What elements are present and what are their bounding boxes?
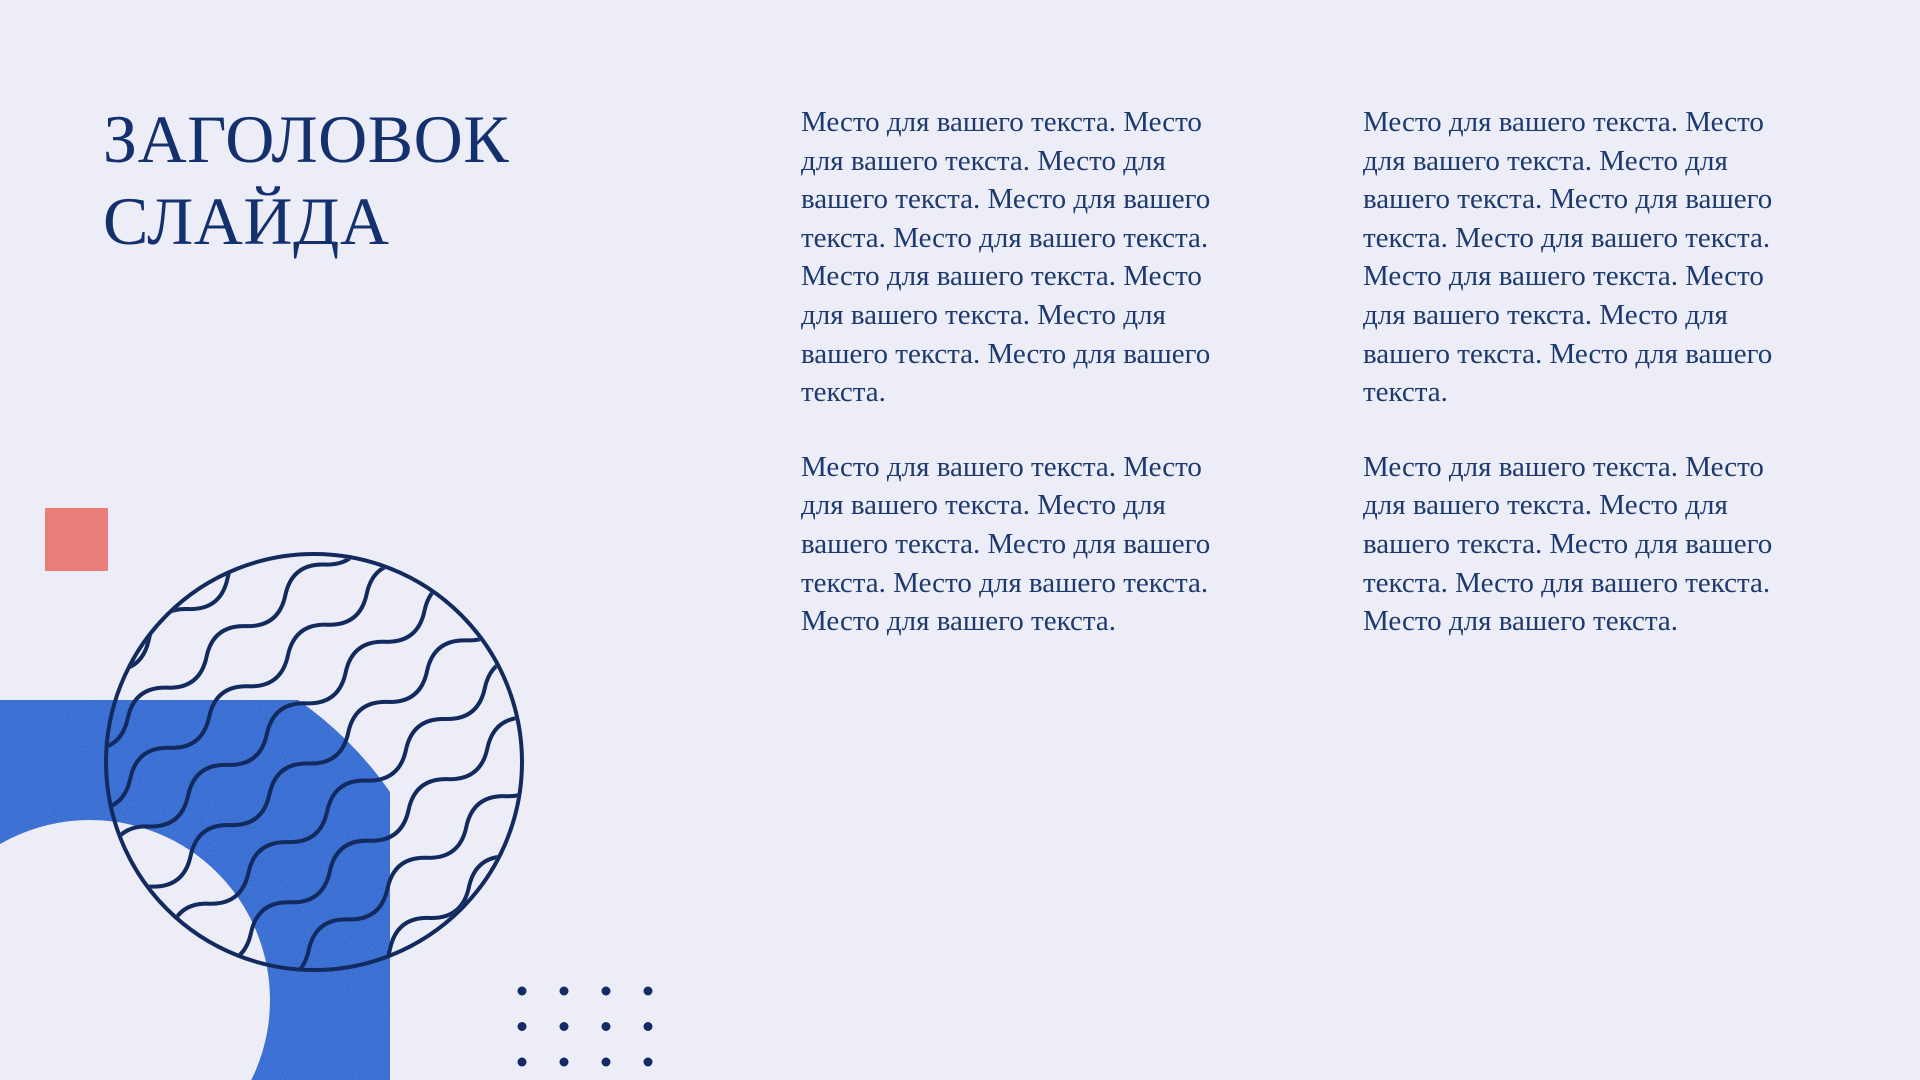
- placeholder-paragraph: Место для вашего текста. Место для вашего текста. Место для вашего текста. Место для вашего текста. Место для вашего текста. Место для вашего текста.: [1363, 450, 1773, 638]
- slide-title: ЗАГОЛОВОК СЛАЙДА: [103, 101, 510, 259]
- placeholder-paragraph: Место для вашего текста. Место для вашего текста. Место для вашего текста. Место для вашего текста. Место для вашего текста. Место для вашего текста.: [801, 450, 1211, 638]
- text-column-right: [1363, 103, 1807, 641]
- placeholder-paragraph: Место для вашего текста. Место для вашего текста. Место для вашего текста. Место для вашего текста. Место для вашего текста. Место для вашего текста. Место для вашего текста. Место для вашего текста. Место для вашего текста.: [1363, 106, 1773, 409]
- placeholder-paragraph: Место для вашего текста. Место для вашего текста. Место для вашего текста. Место для вашего текста. Место для вашего текста. Место для вашего текста. Место для вашего текста. Место для вашего текста. Место для вашего текста.: [801, 106, 1211, 409]
- decor-donut-ring: [0, 728, 363, 1080]
- decor-dot-grid: [518, 987, 653, 1067]
- accent-square: [45, 508, 108, 571]
- text-column-left: [801, 103, 1245, 641]
